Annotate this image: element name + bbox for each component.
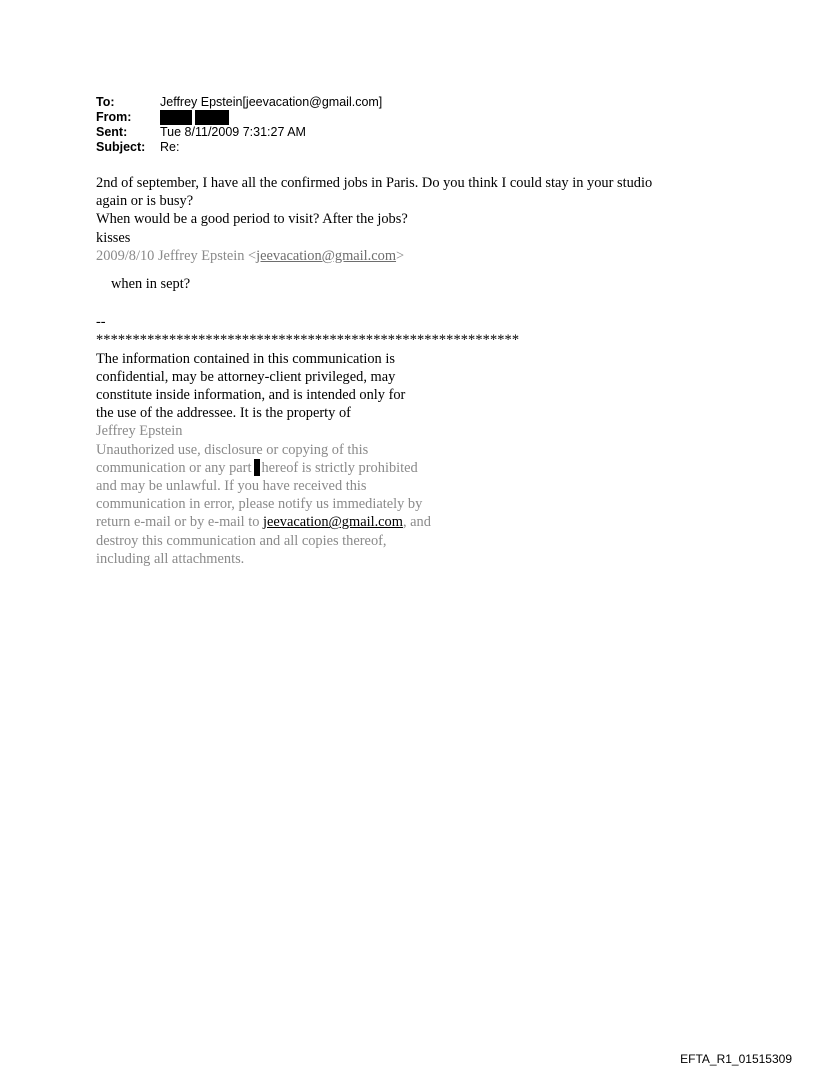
- subject-label: Subject:: [96, 140, 146, 154]
- disclaimer: [96, 350, 476, 568]
- notice-line: constitute inside information, and is intended only for: [96, 387, 406, 404]
- quote-email-link[interactable]: jeevacation@gmail.com: [256, 247, 397, 264]
- email-header: [96, 95, 382, 155]
- redaction-box: [160, 110, 192, 125]
- unauth-line: [96, 513, 476, 531]
- sent-label: Sent:: [96, 125, 128, 139]
- message-line: kisses: [96, 229, 131, 246]
- from-label: From:: [96, 110, 132, 124]
- contact-email-link[interactable]: jeevacation@gmail.com: [263, 514, 403, 531]
- subject-row: [96, 140, 382, 155]
- sent-value: Tue 8/11/2009 7:31:27 AM: [160, 125, 306, 139]
- notice-line: confidential, may be attorney-client privileged, may: [96, 368, 396, 385]
- quoted-text: when in sept?: [111, 276, 191, 293]
- redaction-bar: [254, 459, 260, 476]
- signature-stars: **********************************************************: [96, 332, 520, 349]
- signature-dashes: --: [96, 314, 106, 331]
- subject-value: Re:: [160, 140, 180, 154]
- notice-line: The information contained in this communication is: [96, 350, 395, 367]
- unauth-line: and may be unlawful. If you have received this: [96, 478, 367, 495]
- quote-prefix: 2009/8/10 Jeffrey Epstein <: [96, 247, 257, 264]
- email-body: [96, 174, 736, 568]
- unauth-text: return e-mail or by e-mail to: [96, 514, 264, 531]
- spacer: [96, 293, 736, 303]
- quote-suffix: >: [396, 247, 405, 264]
- unauth-line: communication in error, please notify us immediately by: [96, 496, 423, 513]
- quote-header: [96, 247, 736, 265]
- spacer: [96, 303, 736, 313]
- from-value-redacted: [160, 110, 232, 125]
- unauth-text: , and: [402, 514, 431, 531]
- from-row: [96, 110, 382, 125]
- document-id: EFTA_R1_01515309: [680, 1052, 792, 1066]
- unauth-line: destroy this communication and all copies thereof,: [96, 532, 387, 549]
- unauth-text: hereof is strictly prohibited: [261, 459, 418, 476]
- message-line: 2nd of september, I have all the confirmed jobs in Paris. Do you think I could stay in your studio: [96, 175, 653, 191]
- to-row: [96, 95, 382, 110]
- redaction-box: [195, 110, 229, 125]
- spacer: [96, 265, 736, 275]
- message-line: again or is busy?: [96, 193, 194, 210]
- message-line: When would be a good period to visit? After the jobs?: [96, 211, 408, 228]
- unauth-line: Unauthorized use, disclosure or copying of this: [96, 441, 369, 458]
- to-label: To:: [96, 95, 115, 109]
- to-value: Jeffrey Epstein[jeevacation@gmail.com]: [160, 95, 383, 109]
- sent-row: [96, 125, 382, 140]
- owner-name: Jeffrey Epstein: [96, 423, 183, 440]
- unauth-line: including all attachments.: [96, 550, 245, 567]
- notice-line: the use of the addressee. It is the property of: [96, 405, 351, 422]
- unauth-text: communication or any part: [96, 459, 252, 476]
- unauth-line: [96, 459, 476, 477]
